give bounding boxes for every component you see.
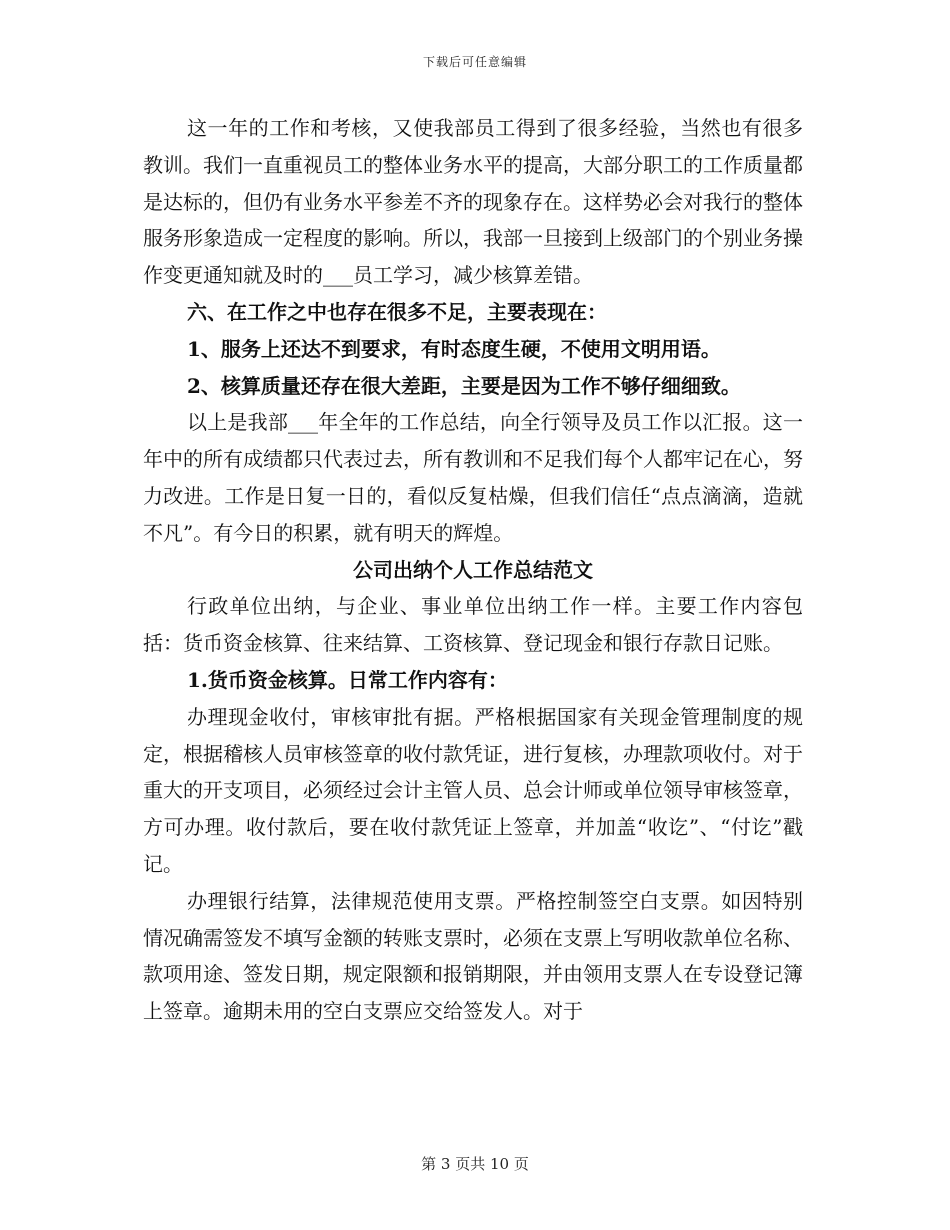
shortcoming-item-1: 1、服务上还达不到要求，有时态度生硬，不使用文明用语。 xyxy=(187,336,721,361)
page-header: 下载后可任意编辑 xyxy=(422,55,527,69)
article-title: 公司出纳个人工作总结范文 xyxy=(353,557,593,582)
paragraph-bank-settlement: 办理银行结算，法律规范使用支票。严格控制签空白支票。如因特别情况确需签发不填写金额的转账支票时，必须在支票上写明收款单位名称、款项用途、签发日期，规定限额和报销期限，并由领用支票人在专设登记簿上签章。逾期未用的空白支票应交给签发人。对于 xyxy=(143,888,803,1024)
shortcoming-item-2: 2、核算质量还存在很大差距，主要是因为工作不够仔细细致。 xyxy=(187,373,741,398)
document-body xyxy=(143,110,803,1030)
paragraph-experience: 这一年的工作和考核，又使我部员工得到了很多经验，当然也有很多教训。我们一直重视员工的整体业务水平的提高，大部分职工的工作质量都是达标的，但仍有业务水平参差不齐的现象存在。这样势必会对我行的整体服务形象造成一定程度的影响。所以，我部一旦接到上级部门的个别业务操作变更通知就及时的___员工学习，减少核算差错。 xyxy=(143,116,803,288)
section-heading-cash-accounting: 1.货币资金核算。日常工作内容有： xyxy=(187,667,508,692)
page-footer: 第 3 页共 10 页 xyxy=(421,1155,529,1173)
paragraph-conclusion: 以上是我部___年全年的工作总结，向全行领导及员工作以汇报。这一年中的所有成绩都只代表过去，所有教训和不足我们每个人都牢记在心，努力改进。工作是日复一日的，看似反复枯燥，但我们信任“点点滴滴，造就不凡”。有今日的积累，就有明天的辉煌。 xyxy=(143,410,803,545)
paragraph-cash-handling: 办理现金收付，审核审批有据。严格根据国家有关现金管理制度的规定，根据稽核人员审核签章的收付款凭证，进行复核，办理款项收付。对于重大的开支项目，必须经过会计主管人员、总会计师或单位领导审核签章，方可办理。收付款后，要在收付款凭证上签章，并加盖“收讫”、“付讫”戳记。 xyxy=(143,704,803,876)
paragraph-intro: 行政单位出纳，与企业、事业单位出纳工作一样。主要工作内容包括：货币资金核算、往来结算、工资核算、登记现金和银行存款日记账。 xyxy=(143,594,803,656)
section-heading-shortcomings: 六、在工作之中也存在很多不足，主要表现在： xyxy=(187,299,607,324)
